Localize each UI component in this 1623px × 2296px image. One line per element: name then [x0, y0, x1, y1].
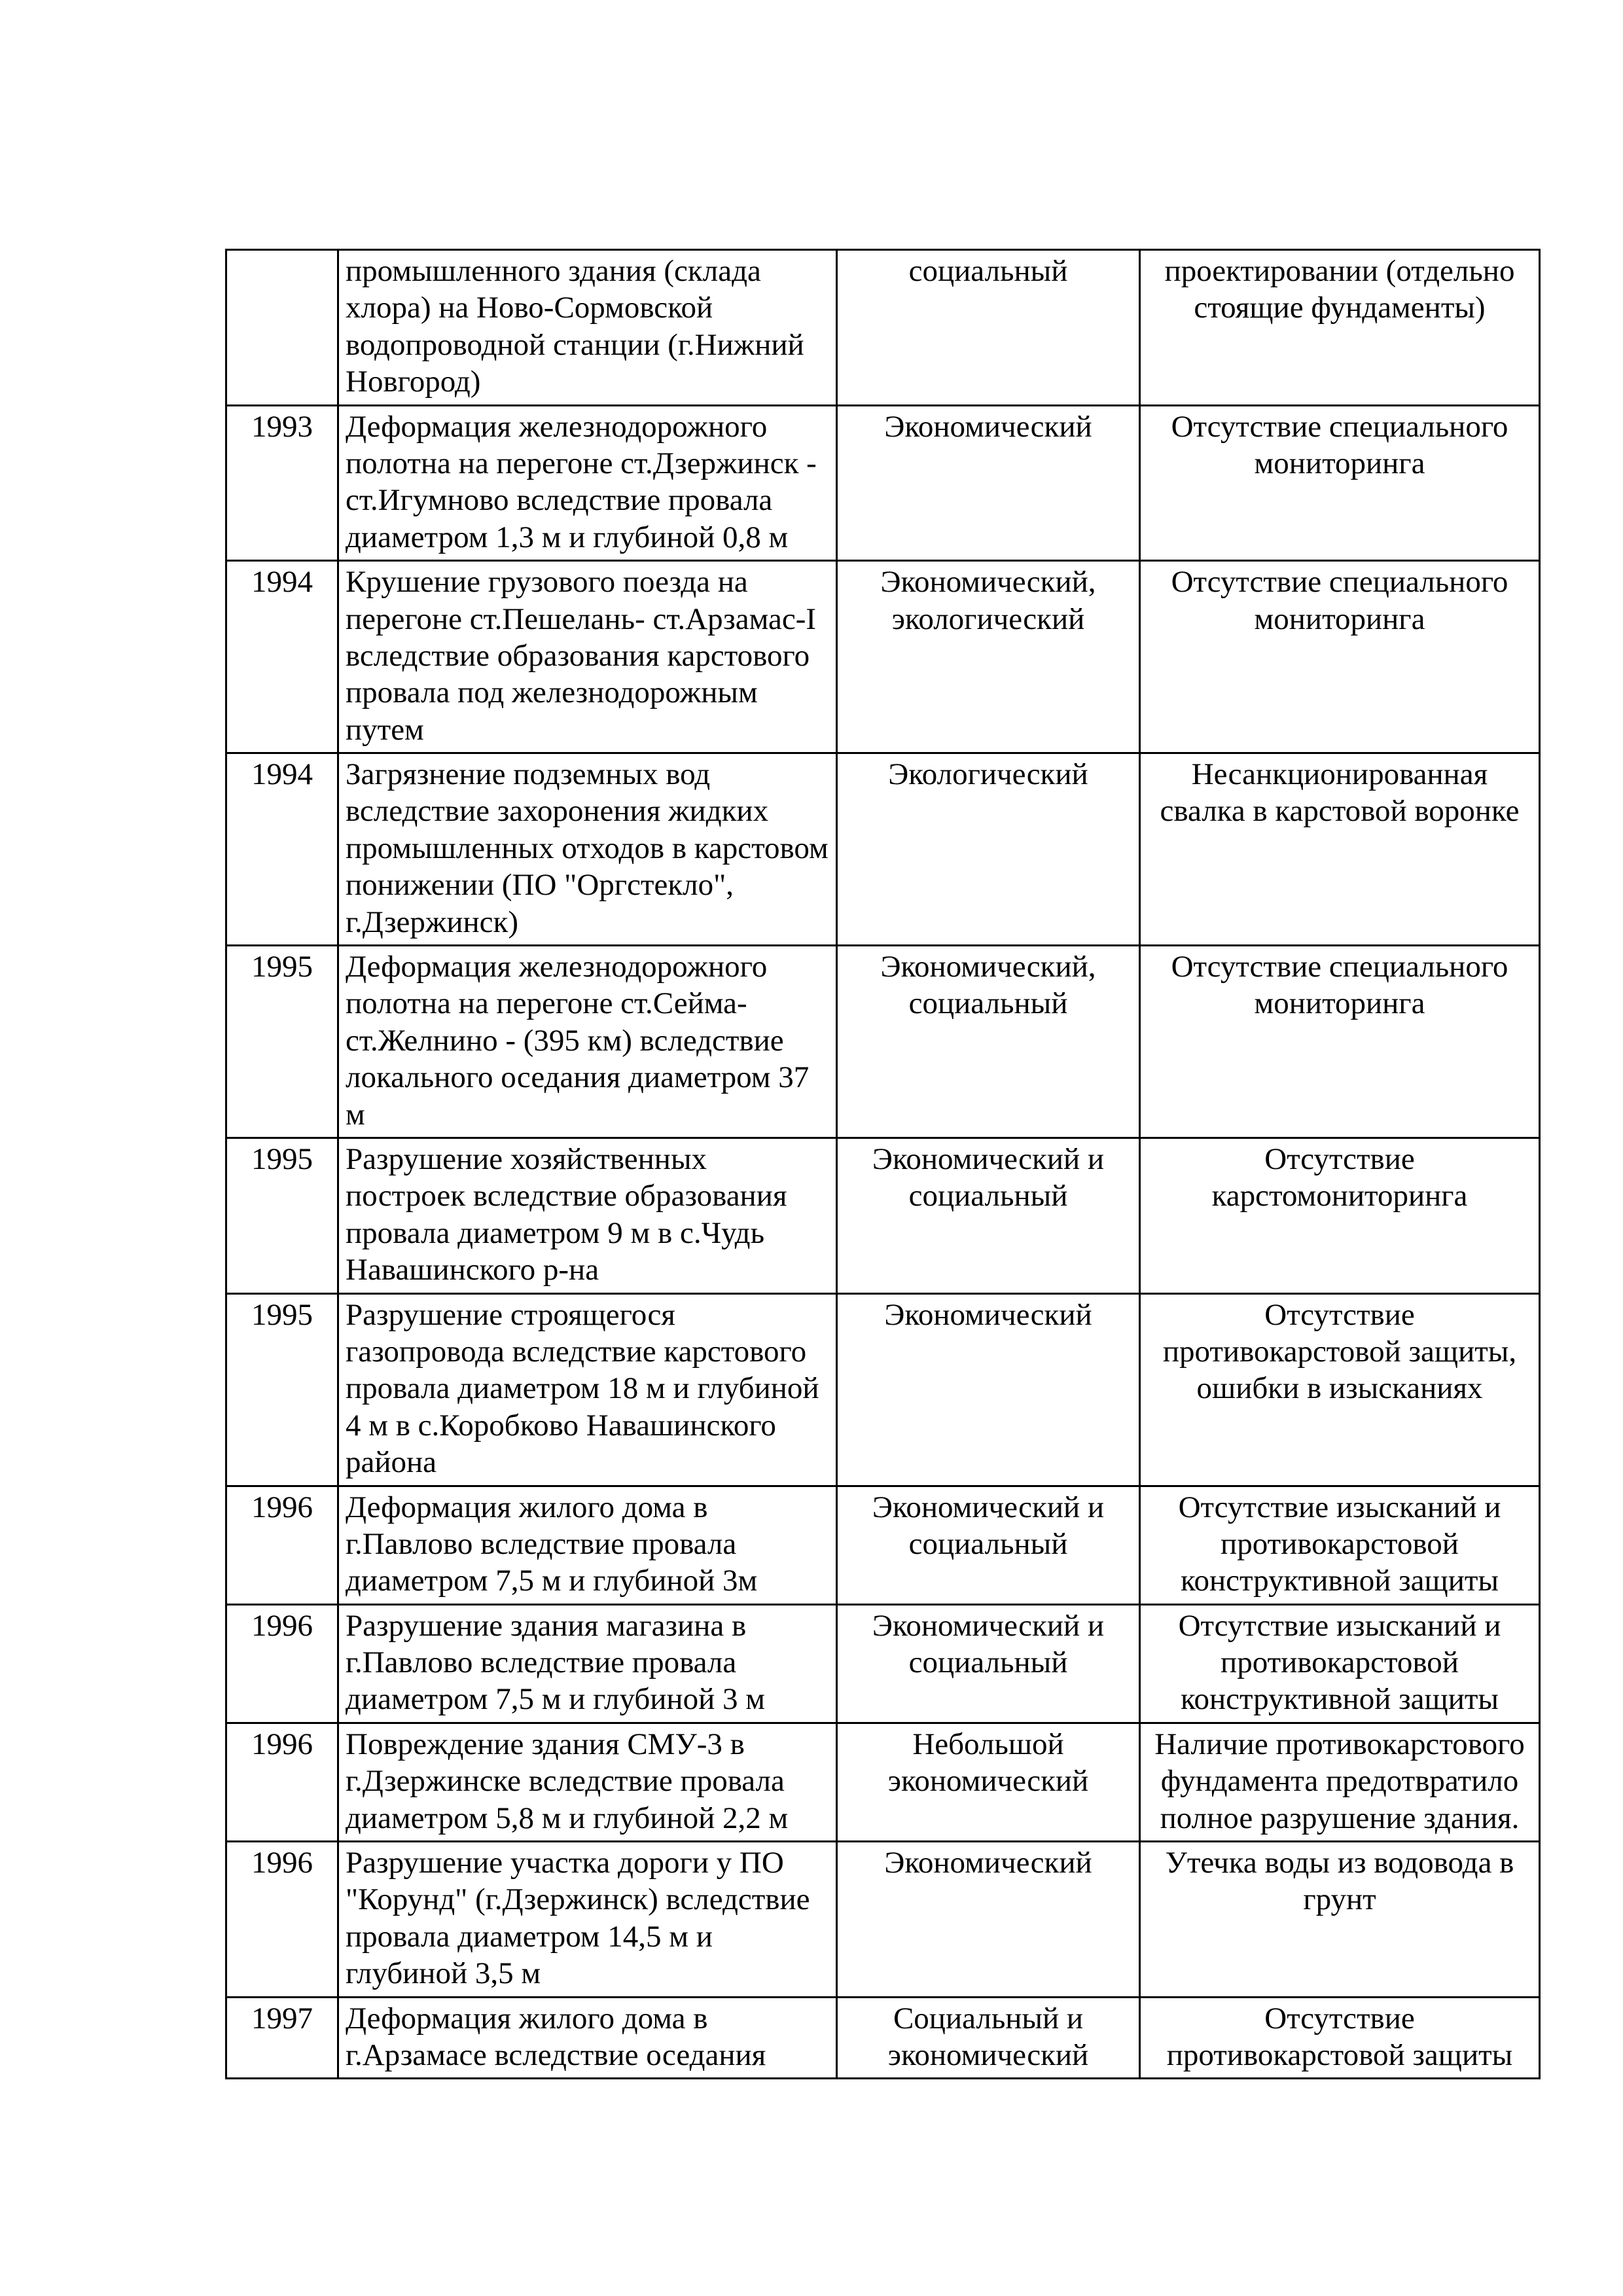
event-cell: Деформация железнодорожного полотна на перегоне ст.Сейма- ст.Желнино - (395 км) вследствие локального оседания диаметром 37 м: [338, 946, 837, 1138]
table-row: [226, 1486, 1540, 1604]
impact-cell: Экономический и социальный: [837, 1604, 1140, 1723]
table-row: [226, 1138, 1540, 1293]
table-row: [226, 1723, 1540, 1841]
year-cell: 1996: [226, 1486, 338, 1604]
impact-cell: Экономический, экологический: [837, 561, 1140, 753]
year-cell: 1997: [226, 1997, 338, 2079]
cause-cell: Наличие противокарстового фундамента предотвратило полное разрушение здания.: [1140, 1723, 1540, 1841]
year-cell: [226, 250, 338, 406]
event-cell: Деформация жилого дома в г.Арзамасе вследствие оседания: [338, 1997, 837, 2079]
event-cell: Деформация жилого дома в г.Павлово вследствие провала диаметром 7,5 м и глубиной 3м: [338, 1486, 837, 1604]
cause-cell: Несанкционированная свалка в карстовой воронке: [1140, 753, 1540, 946]
impact-cell: Экономический и социальный: [837, 1486, 1140, 1604]
year-cell: 1996: [226, 1604, 338, 1723]
cause-cell: Отсутствие специального мониторинга: [1140, 946, 1540, 1138]
event-cell: Разрушение строящегося газопровода вследствие карстового провала диаметром 18 м и глубиной 4 м в с.Коробково Навашинского района: [338, 1293, 837, 1486]
table-row: [226, 561, 1540, 753]
table-row: [226, 1293, 1540, 1486]
event-cell: Разрушение хозяйственных построек вследствие образования провала диаметром 9 м в с.Чудь Навашинского р-на: [338, 1138, 837, 1293]
cause-cell: Отсутствие карстомониторинга: [1140, 1138, 1540, 1293]
impact-cell: Экономический, социальный: [837, 946, 1140, 1138]
event-cell: Разрушение здания магазина в г.Павлово вследствие провала диаметром 7,5 м и глубиной 3 м: [338, 1604, 837, 1723]
year-cell: 1993: [226, 405, 338, 561]
impact-cell: Небольшой экономический: [837, 1723, 1140, 1841]
impact-cell: Экономический и социальный: [837, 1138, 1140, 1293]
karst-table-body: [226, 250, 1540, 2079]
year-cell: 1994: [226, 561, 338, 753]
impact-cell: Экономический: [837, 1293, 1140, 1486]
impact-cell: Экономический: [837, 405, 1140, 561]
table-row: [226, 1604, 1540, 1723]
year-cell: 1994: [226, 753, 338, 946]
impact-cell: Экологический: [837, 753, 1140, 946]
event-cell: Деформация железнодорожного полотна на перегоне ст.Дзержинск - ст.Игумново вследствие провала диаметром 1,3 м и глубиной 0,8 м: [338, 405, 837, 561]
event-cell: Крушение грузового поезда на перегоне ст.Пешелань- ст.Арзамас-I вследствие образования карстового провала под железнодорожным путем: [338, 561, 837, 753]
year-cell: 1995: [226, 1138, 338, 1293]
year-cell: 1996: [226, 1842, 338, 1998]
year-cell: 1995: [226, 1293, 338, 1486]
impact-cell: Экономический: [837, 1842, 1140, 1998]
table-row: [226, 405, 1540, 561]
table-row: [226, 946, 1540, 1138]
event-cell: промышленного здания (склада хлора) на Ново-Сормовской водопроводной станции (г.Нижний Новгород): [338, 250, 837, 406]
year-cell: 1995: [226, 946, 338, 1138]
cause-cell: Отсутствие специального мониторинга: [1140, 561, 1540, 753]
impact-cell: социальный: [837, 250, 1140, 406]
cause-cell: Отсутствие изысканий и противокарстовой конструктивной защиты: [1140, 1604, 1540, 1723]
event-cell: Разрушение участка дороги у ПО "Корунд" (г.Дзержинск) вследствие провала диаметром 14,5 м и глубиной 3,5 м: [338, 1842, 837, 1998]
table-row: [226, 1997, 1540, 2079]
table-row: [226, 753, 1540, 946]
cause-cell: Отсутствие противокарстовой защиты, ошибки в изысканиях: [1140, 1293, 1540, 1486]
cause-cell: проектировании (отдельно стоящие фундаменты): [1140, 250, 1540, 406]
impact-cell: Социальный и экономический: [837, 1997, 1140, 2079]
year-cell: 1996: [226, 1723, 338, 1841]
table-row: [226, 250, 1540, 406]
table-row: [226, 1842, 1540, 1998]
cause-cell: Утечка воды из водовода в грунт: [1140, 1842, 1540, 1998]
cause-cell: Отсутствие специального мониторинга: [1140, 405, 1540, 561]
cause-cell: Отсутствие изысканий и противокарстовой конструктивной защиты: [1140, 1486, 1540, 1604]
event-cell: Загрязнение подземных вод вследствие захоронения жидких промышленных отходов в карстовом понижении (ПО "Оргстекло", г.Дзержинск): [338, 753, 837, 946]
karst-events-table: [225, 249, 1541, 2079]
cause-cell: Отсутствие противокарстовой защиты: [1140, 1997, 1540, 2079]
event-cell: Повреждение здания СМУ-3 в г.Дзержинске вследствие провала диаметром 5,8 м и глубиной 2,2 м: [338, 1723, 837, 1841]
